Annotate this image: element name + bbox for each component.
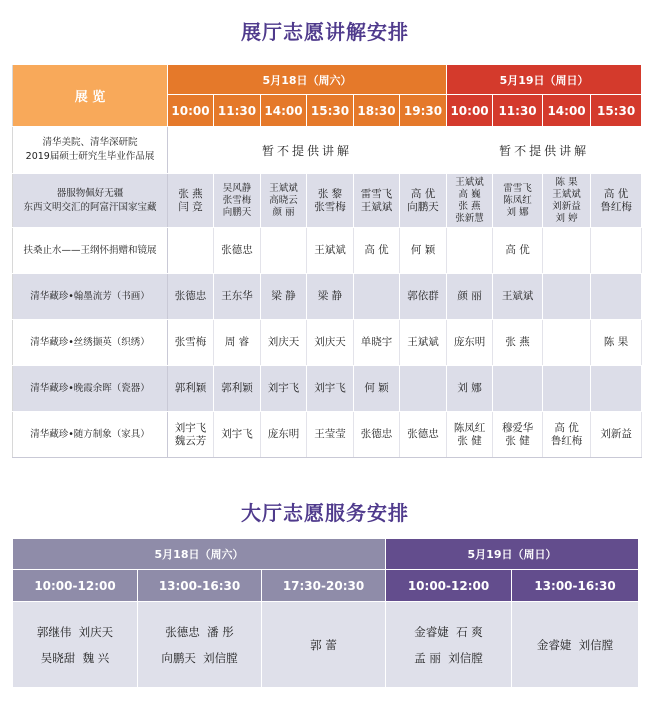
page-title-exhibition-guides: 展厅志愿讲解安排 — [241, 20, 409, 44]
volunteer-name: 王斌斌 — [455, 176, 484, 188]
volunteer-name: 何 颖 — [364, 382, 389, 394]
volunteer-name: 鲁红梅 — [600, 200, 632, 213]
volunteer-name: 刘庆天 — [267, 336, 300, 348]
volunteer-name: 颜 丽 — [272, 206, 295, 218]
day2-time-slot: 10:00 — [447, 95, 493, 127]
day1-guide-cell — [354, 274, 400, 320]
volunteer-name: 何 颖 — [410, 244, 436, 256]
volunteer-name: 颜 丽 — [457, 290, 482, 302]
volunteer-name: 张雪梅 — [174, 336, 207, 348]
volunteer-name: 王东华 — [221, 290, 253, 302]
day1-guide-cell — [261, 366, 307, 412]
volunteer-name: 王斌斌 — [407, 336, 439, 348]
exhibit-name-line: 器服物佩好无疆 — [56, 187, 124, 199]
volunteer-name: 穆爱华 — [501, 421, 534, 434]
volunteer-name: 闫 竞 — [178, 200, 203, 213]
exhibit-name-line: 东西文明交汇的阿富汗国家宝藏 — [23, 201, 157, 213]
volunteer-name: 张 燕 — [458, 200, 481, 212]
day1-header: 5月18日（周六） — [168, 65, 447, 95]
volunteer-name: 高晓云 — [269, 194, 298, 206]
day1-guide-cell — [168, 274, 214, 320]
volunteer-name: 高 巍 — [458, 188, 481, 200]
volunteer-name: 周 睿 — [224, 336, 250, 348]
exhibit-name-line: 扶桑止水——王纲怀捐赠和镜展 — [23, 244, 157, 256]
volunteer-name: 张德忠 — [174, 290, 207, 302]
day1-guide-cell — [307, 366, 354, 412]
day2-guide-cell — [447, 174, 493, 228]
day1-guide-cell — [307, 412, 354, 458]
day1-guide-cell — [214, 366, 261, 412]
hall-day1-header: 5月18日（周六） — [13, 539, 386, 570]
volunteer-name: 陈凤红 — [503, 194, 532, 206]
day1-guide-cell — [307, 228, 354, 274]
exhibition-schedule-table — [12, 64, 642, 458]
volunteer-name: 王斌斌 — [314, 244, 346, 256]
volunteer-name: 张 燕 — [178, 187, 203, 200]
hall-day1-volunteers — [262, 602, 386, 688]
day1-time-slot: 19:30 — [400, 95, 447, 127]
exhibit-column-header: 展 览 — [13, 65, 168, 127]
hall-day1-time-slot: 13:00-16:30 — [138, 570, 262, 602]
day1-guide-cell — [261, 320, 307, 366]
day2-guide-cell — [493, 228, 543, 274]
exhibit-name — [13, 412, 168, 458]
day1-no-guide-notice: 暂不提供讲解 — [168, 127, 447, 174]
volunteer-name: 郭利颖 — [221, 382, 253, 394]
table-row — [13, 366, 642, 412]
exhibit-name-line: 清华藏珍•丝绣撷英（织绣） — [30, 336, 150, 348]
exhibit-name — [13, 366, 168, 412]
volunteer-name: 王斌斌 — [360, 200, 393, 213]
exhibit-name — [13, 228, 168, 274]
hall-day2-volunteers — [386, 602, 512, 688]
day1-guide-cell — [214, 174, 261, 228]
volunteer-name: 刘新益 — [552, 200, 581, 212]
day2-guide-cell — [591, 228, 642, 274]
day1-guide-cell — [354, 320, 400, 366]
day2-guide-cell — [543, 228, 591, 274]
volunteer-names-line: 郭继伟 刘庆天 — [36, 624, 114, 639]
volunteer-names-line: 金睿婕 石 爽 — [414, 624, 483, 639]
volunteer-name: 吴风静 — [222, 182, 252, 194]
day2-guide-cell — [493, 274, 543, 320]
volunteer-name: 王斌斌 — [552, 188, 581, 200]
day1-guide-cell — [400, 366, 447, 412]
day1-guide-cell — [261, 228, 307, 274]
volunteer-names-line: 张德忠 潘 彤 — [165, 624, 234, 639]
volunteer-name: 庞东明 — [267, 428, 300, 440]
volunteer-name: 陈凤红 — [453, 421, 486, 434]
volunteer-name: 王斌斌 — [501, 290, 534, 302]
page-title-hall-service: 大厅志愿服务安排 — [241, 501, 409, 525]
day1-guide-cell — [214, 412, 261, 458]
volunteer-name: 高 优 — [554, 421, 579, 434]
exhibit-name-line: 清华美院、清华深研院 — [42, 137, 138, 148]
day1-guide-cell — [214, 320, 261, 366]
exhibit-name — [13, 274, 168, 320]
volunteer-name: 刘宇飞 — [174, 421, 207, 434]
volunteer-name: 高 优 — [410, 187, 436, 200]
table-row — [13, 274, 642, 320]
volunteer-name: 向鹏天 — [222, 206, 252, 218]
volunteer-name: 魏云芳 — [174, 434, 207, 447]
exhibit-name-line: 清华藏珍•晚霞余晖（瓷器） — [30, 382, 150, 394]
volunteer-names-line: 郭 蕾 — [310, 637, 337, 652]
exhibit-name-line: 清华藏珍•翰墨流芳（书画） — [30, 290, 150, 302]
volunteer-name: 刘 娜 — [457, 382, 482, 394]
hall-day1-volunteers — [13, 602, 138, 688]
day2-guide-cell — [447, 412, 493, 458]
volunteer-names-line: 金睿婕 刘信膛 — [536, 637, 614, 652]
day1-guide-cell — [400, 228, 447, 274]
day1-guide-cell — [214, 228, 261, 274]
day1-time-slot: 18:30 — [354, 95, 400, 127]
volunteer-name: 单晓宇 — [360, 336, 393, 348]
volunteer-name: 雷雪飞 — [360, 187, 393, 200]
volunteer-name: 王斌斌 — [269, 182, 298, 194]
day1-guide-cell — [354, 228, 400, 274]
table-row — [13, 228, 642, 274]
volunteer-name: 高 优 — [505, 244, 530, 256]
volunteer-name: 张德忠 — [407, 428, 439, 440]
volunteer-name: 张 黎 — [317, 187, 343, 200]
hall-day1-time-slot: 17:30-20:30 — [262, 570, 386, 602]
day1-time-slot: 11:30 — [214, 95, 261, 127]
volunteer-name: 刘 娜 — [506, 206, 529, 218]
day2-time-slot: 14:00 — [543, 95, 591, 127]
table-row — [13, 174, 642, 228]
volunteer-name: 张 燕 — [505, 336, 530, 348]
day1-guide-cell — [168, 412, 214, 458]
volunteer-name: 刘宇飞 — [221, 428, 253, 440]
day1-time-slot: 10:00 — [168, 95, 214, 127]
exhibit-name-line: 清华藏珍•随方制象（家具） — [30, 428, 150, 440]
day1-guide-cell — [261, 174, 307, 228]
day1-guide-cell — [168, 228, 214, 274]
day1-guide-cell — [168, 174, 214, 228]
exhibit-name — [13, 320, 168, 366]
day2-guide-cell — [447, 228, 493, 274]
volunteer-name: 郭利颖 — [174, 382, 207, 394]
volunteer-name: 鲁红梅 — [550, 434, 583, 447]
volunteer-name: 刘宇飞 — [314, 382, 346, 394]
volunteer-name: 庞东明 — [453, 336, 486, 348]
day2-guide-cell — [447, 366, 493, 412]
volunteer-name: 高 优 — [603, 187, 629, 200]
exhibit-name — [13, 127, 168, 174]
volunteer-name: 向鹏天 — [407, 200, 439, 213]
volunteer-name: 王莹莹 — [314, 428, 346, 440]
day2-guide-cell — [543, 320, 591, 366]
day2-guide-cell — [591, 274, 642, 320]
day2-guide-cell — [591, 412, 642, 458]
hall-day2-time-slot: 13:00-16:30 — [512, 570, 639, 602]
volunteer-name: 张德忠 — [360, 428, 393, 440]
day1-guide-cell — [168, 366, 214, 412]
day2-guide-cell — [493, 366, 543, 412]
volunteer-name: 陈 果 — [555, 176, 578, 188]
volunteer-name: 刘 婷 — [555, 212, 578, 224]
day2-guide-cell — [493, 320, 543, 366]
volunteer-name: 雷雪飞 — [503, 182, 532, 194]
volunteer-name: 梁 静 — [271, 290, 296, 302]
table-row — [13, 320, 642, 366]
volunteer-name: 刘新益 — [600, 428, 632, 440]
volunteer-name: 张雪梅 — [222, 194, 252, 206]
exhibit-name-line: 2019届硕士研究生毕业作品展 — [25, 151, 155, 162]
day1-guide-cell — [400, 320, 447, 366]
day1-guide-cell — [354, 366, 400, 412]
day1-guide-cell — [168, 320, 214, 366]
day2-guide-cell — [591, 320, 642, 366]
day1-guide-cell — [261, 412, 307, 458]
day2-no-guide-notice: 暂不提供讲解 — [447, 127, 642, 174]
day2-guide-cell — [591, 366, 642, 412]
day2-guide-cell — [543, 174, 591, 228]
volunteer-names-line: 孟 丽 刘信膛 — [414, 650, 483, 665]
volunteer-name: 郭依群 — [407, 290, 439, 302]
day1-guide-cell — [214, 274, 261, 320]
day2-guide-cell — [591, 174, 642, 228]
day1-guide-cell — [307, 274, 354, 320]
table-row — [13, 412, 642, 458]
day2-guide-cell — [447, 274, 493, 320]
day1-guide-cell — [261, 274, 307, 320]
day2-guide-cell — [543, 366, 591, 412]
volunteer-name: 张德忠 — [221, 244, 253, 256]
day2-header: 5月19日（周日） — [447, 65, 642, 95]
day1-guide-cell — [307, 174, 354, 228]
day1-guide-cell — [354, 174, 400, 228]
volunteer-name: 张新慧 — [455, 212, 484, 224]
day2-time-slot: 11:30 — [493, 95, 543, 127]
hall-service-table — [12, 538, 639, 688]
volunteer-name: 张雪梅 — [314, 200, 346, 213]
day1-time-slot: 15:30 — [307, 95, 354, 127]
day2-time-slot: 15:30 — [591, 95, 642, 127]
exhibit-name — [13, 174, 168, 228]
day1-time-slot: 14:00 — [261, 95, 307, 127]
day2-guide-cell — [543, 274, 591, 320]
day1-guide-cell — [307, 320, 354, 366]
hall-day1-volunteers — [138, 602, 262, 688]
hall-day2-header: 5月19日（周日） — [386, 539, 639, 570]
volunteer-name: 梁 静 — [317, 290, 343, 302]
day2-guide-cell — [447, 320, 493, 366]
day1-guide-cell — [354, 412, 400, 458]
volunteer-name: 高 优 — [364, 244, 389, 256]
day2-guide-cell — [543, 412, 591, 458]
volunteer-name: 张 健 — [457, 434, 482, 447]
volunteer-name: 刘宇飞 — [267, 382, 300, 394]
volunteer-names-line: 向鹏天 刘信膛 — [161, 650, 238, 665]
day2-guide-cell — [493, 412, 543, 458]
hall-day1-time-slot: 10:00-12:00 — [13, 570, 138, 602]
day1-guide-cell — [400, 274, 447, 320]
day2-guide-cell — [493, 174, 543, 228]
hall-day2-time-slot: 10:00-12:00 — [386, 570, 512, 602]
volunteer-names-line: 吴晓甜 魏 兴 — [40, 650, 110, 665]
volunteer-name: 刘庆天 — [314, 336, 346, 348]
volunteer-name: 陈 果 — [603, 336, 629, 348]
day1-guide-cell — [400, 174, 447, 228]
table-row — [13, 127, 642, 174]
volunteer-name: 张 健 — [505, 434, 530, 447]
day1-guide-cell — [400, 412, 447, 458]
hall-day2-volunteers — [512, 602, 639, 688]
